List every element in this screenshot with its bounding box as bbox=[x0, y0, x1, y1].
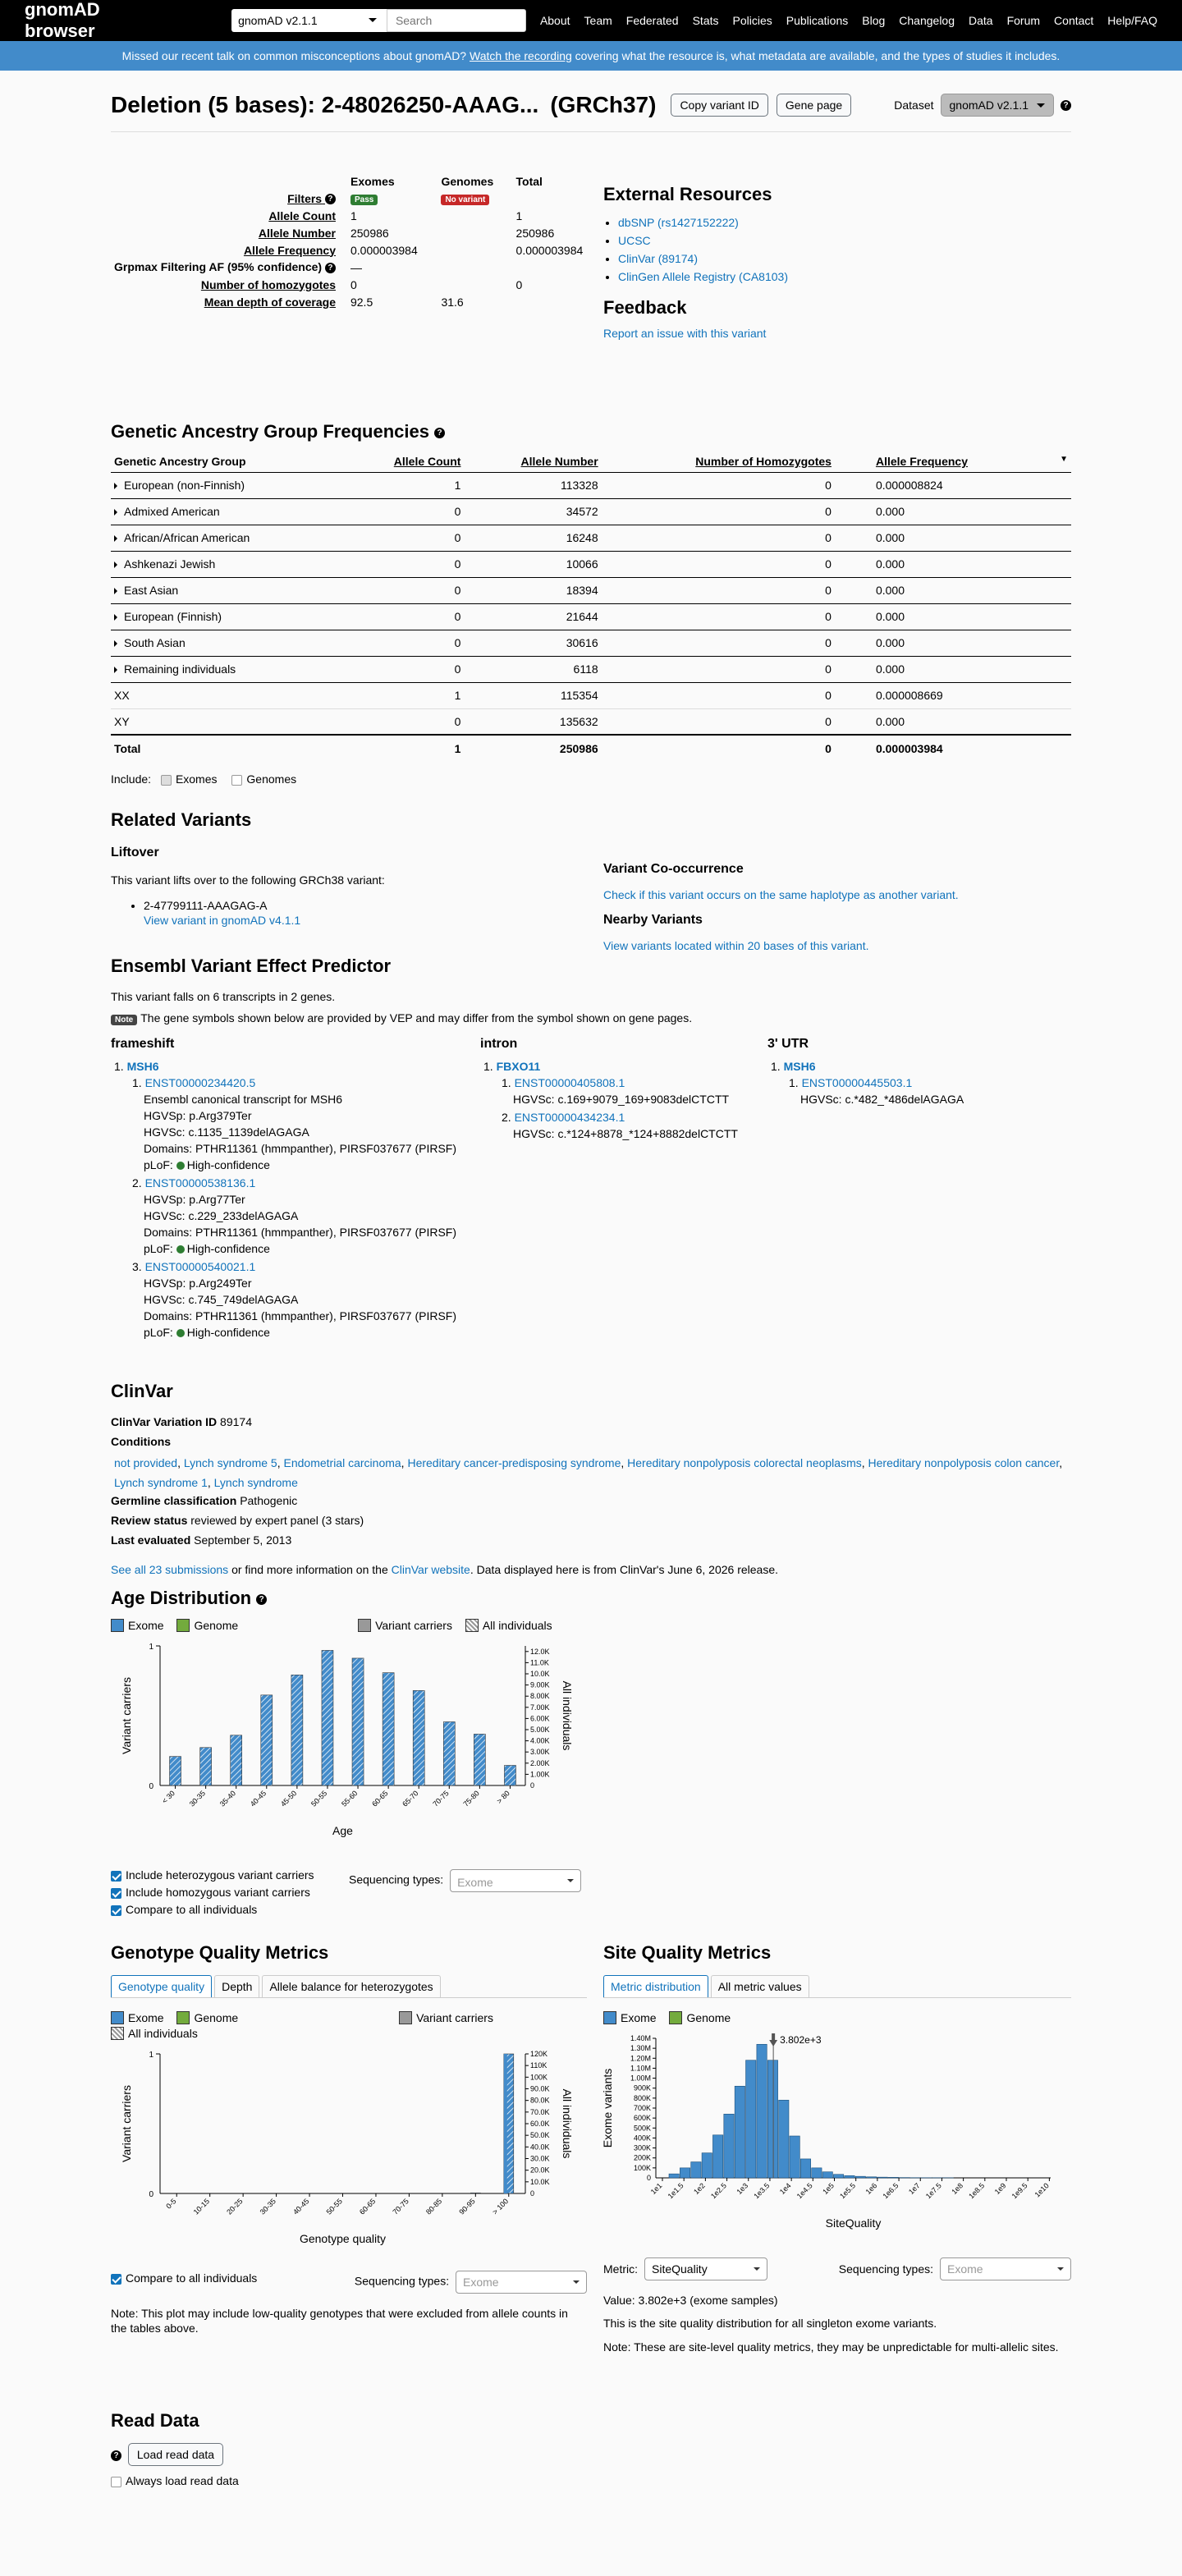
x-tick-label: 1e9 bbox=[993, 2181, 1008, 2196]
x-tick-label: 1e10 bbox=[1033, 2181, 1051, 2198]
external-link[interactable]: UCSC bbox=[618, 234, 651, 247]
logo[interactable]: gnomAD browser bbox=[25, 0, 174, 42]
related-variants: Related Variants Liftover This variant lifts over to the following GRCh38 variant: • 2-47799111-AAAGAG-A View variant in gnomAD v4.1.1 Variant Co-occurrence Check if this variant occurs on the same haplotype as another variant. Nearby Variants View variants located within 20 bases of this variant. bbox=[111, 809, 1071, 831]
y-tick-label: 1.30M bbox=[630, 2044, 651, 2052]
ancestry-row[interactable]: African/African American 0 16248 0 0.000 bbox=[111, 525, 1071, 551]
y-tick-label: 400K bbox=[634, 2134, 651, 2142]
vep-utr-column: 3' UTR 1. MSH6 1. ENST00000445503.1 HGVSc: c.*482_*486delAGAGA bbox=[767, 1037, 1071, 1107]
sq-genome-swatch bbox=[669, 2011, 682, 2024]
include-filters: Include: Exomes Genomes bbox=[111, 772, 1071, 786]
x-tick-label: < 30 bbox=[160, 1789, 176, 1805]
y2-tick-label: 7.00K bbox=[530, 1703, 550, 1712]
external-link[interactable]: ClinVar (89174) bbox=[618, 252, 698, 265]
announcement-banner: Missed our recent talk on common misconceptions about gnomAD? Watch the recording covering what the resource is, what metadata are available, and the types of studies it includes. bbox=[0, 41, 1182, 71]
help-icon[interactable]: ? bbox=[1061, 100, 1071, 111]
condition-link[interactable]: Hereditary nonpolyposis colorectal neoplasms bbox=[627, 1456, 862, 1469]
x-tick-label: 35-40 bbox=[218, 1789, 237, 1808]
y2-tick-label: 9.00K bbox=[530, 1681, 550, 1689]
site-quality-section: Site Quality Metrics Metric distribution All metric values Exome Genome 100K 200K 300K 400K 500K 600K 700K 800K 900K 1.00M 1.10M 1.20M 1.30M 1.40M 0 Exome variants 1e1 1e1.5 1e2 1e2.5 1e3 1e3.5 1e4 1e4.5 1e5 1e5.5 1e6 1e6.5 1e7 1e7.5 1e8 1e8.5 1e9 1e9.5 1e10 3.802e+3 SiteQuality Metric: SiteQuality Sequencing types: Exome Value: 3.802e+3 (exome samples) This is the site quality distribution for all singleton exome variants. Note: These are site-level quality metrics, they may be unpredictable for multi-allelic sites. bbox=[603, 1942, 1071, 2354]
gq-all-swatch bbox=[111, 2027, 124, 2040]
x-tick-label: 1e6 bbox=[864, 2181, 879, 2196]
y-tick-label: 0 bbox=[149, 2190, 153, 2199]
x-tick-label: 50-55 bbox=[309, 1789, 328, 1808]
x-tick-label: 45-50 bbox=[279, 1789, 298, 1808]
gq-exome-swatch bbox=[111, 2011, 124, 2024]
ancestry-row[interactable]: European (non-Finnish) 1 113328 0 0.000008824 bbox=[111, 472, 1071, 498]
tab-depth[interactable]: Depth bbox=[214, 1975, 259, 1997]
all-individuals-bar bbox=[322, 1650, 333, 1785]
y-tick-label: 1.20M bbox=[630, 2054, 651, 2062]
transcript-link[interactable]: ENST00000538136.1 bbox=[145, 1176, 256, 1189]
x-tick-label: 60-65 bbox=[370, 1789, 389, 1808]
site-quality-bar bbox=[867, 2177, 877, 2178]
site-quality-bar bbox=[888, 2177, 898, 2178]
site-quality-bar bbox=[833, 2175, 843, 2178]
high-confidence-dot-icon bbox=[176, 1329, 185, 1337]
nav-stats[interactable]: Stats bbox=[693, 14, 719, 27]
condition-link[interactable]: not provided bbox=[114, 1456, 177, 1469]
watch-recording-link[interactable]: Watch the recording bbox=[470, 49, 572, 62]
load-read-data-button[interactable]: Load read data bbox=[128, 2443, 223, 2466]
all-individuals-bar bbox=[291, 1675, 303, 1785]
carriers-swatch bbox=[358, 1619, 371, 1632]
transcript-link[interactable]: ENST00000234420.5 bbox=[145, 1076, 256, 1089]
report-issue-link[interactable]: Report an issue with this variant bbox=[603, 327, 1071, 340]
include-het-checkbox[interactable] bbox=[111, 1871, 121, 1882]
genome-filter-badge: No variant bbox=[441, 195, 489, 205]
y2-tick-label: 4.00K bbox=[530, 1737, 550, 1745]
y-tick-label: 700K bbox=[634, 2104, 651, 2112]
condition-link[interactable]: Lynch syndrome 5 bbox=[184, 1456, 277, 1469]
expand-icon[interactable] bbox=[114, 483, 121, 489]
genotype-quality-section: Genotype Quality Metrics Genotype quality Depth Allele balance for heterozygotes Exome Genome Variant carriers All individuals 1 0 Variant carriers All individuals 10.0K 20.0K 30.0K 40.0K 50.0K 60.0K 70.0K 80.0K 90.0K 100K 110K 120K 0 0-5 10-15 20-25 30-35 40-45 50-55 60-65 70-75 80-85 90-95 > 100 Genotype quality Compare to all individuals Sequencing types: Exome Note: This plot may include low-quality genotypes that were excluded from allele counts in the tables above. bbox=[111, 1942, 587, 2335]
site-quality-bar bbox=[735, 2086, 744, 2178]
condition-link[interactable]: Lynch syndrome 1 bbox=[114, 1476, 208, 1489]
site-quality-bar bbox=[702, 2153, 712, 2178]
read-data-section: Read Data ? Load read data Always load read data bbox=[111, 2410, 603, 2487]
nav-policies[interactable]: Policies bbox=[733, 14, 772, 27]
condition-link[interactable]: Hereditary cancer-predisposing syndrome bbox=[407, 1456, 621, 1469]
y2-tick-label: 0 bbox=[530, 2189, 534, 2198]
ancestry-row[interactable]: East Asian 0 18394 0 0.000 bbox=[111, 577, 1071, 603]
x-axis-label: SiteQuality bbox=[826, 2216, 882, 2230]
all-individuals-bar bbox=[231, 1735, 242, 1785]
all-individuals-bar bbox=[413, 1690, 424, 1785]
y-axis-label: Variant carriers bbox=[120, 1677, 133, 1754]
sort-desc-icon: ▼ bbox=[1060, 455, 1068, 464]
x-tick-label: 1e2 bbox=[692, 2181, 707, 2196]
read-help-icon[interactable]: ? bbox=[111, 2450, 121, 2461]
site-quality-bar bbox=[680, 2168, 690, 2178]
age-section: Age Distribution ? Exome Genome Variant carriers All individuals 1 0 Variant carriers All individuals 1.00K 2.00K 3.00K 4.00K 5.00K 6.00K 7.00K 8.00K 9.00K 10.0K 11.0K 12.0K 0 < 30 30-35 35-40 40-45 45-50 50-55 55-60 60-65 65-70 70-75 75-80 > 80 Age Include heterozygous variant carriers Include homozygous variant carriers Sequencing types: Exome Compare to all individuals bbox=[111, 1588, 603, 1918]
gq-tabs bbox=[111, 1975, 587, 1998]
x-tick-label: 10-15 bbox=[192, 2197, 211, 2216]
transcript: 2. ENST00000538136.1 HGVSp: p.Arg77Ter HGVSc: c.229_233delAGAGA Domains: PTHR11361 (hmmpanther), PIRSF037677 (PIRSF) pLoF: High-confidence bbox=[144, 1175, 472, 1257]
site-quality-bar bbox=[812, 2168, 822, 2178]
x-tick-label: 1e3.5 bbox=[752, 2181, 771, 2200]
vep-frameshift-column: frameshift 1. MSH6 1. ENST00000234420.5 Ensembl canonical transcript for MSH6 HGVSp: p.Arg379Ter HGVSc: c.1135_1139delAGAGA Domains: PTHR11361 (hmmpanther), PIRSF037677 (PIRSF) pLoF: High-confidence 2. ENST00000538136.1 HGVSp: p.Arg77Ter HGVSc: c.229_233delAGAGA Domains: PTHR11361 (hmmpanther), PIRSF037677 (PIRSF) pLoF: High-confidence 3. ENST00000540021.1 HGVSp: p.Arg249Ter HGVSc: c.745_749delAGAGA Domains: PTHR11361 (hmmpanther), PIRSF037677 (PIRSF) pLoF: High-confidence bbox=[111, 1037, 472, 1341]
value-marker-label: 3.802e+3 bbox=[780, 2034, 822, 2046]
y2-tick-label: 40.0K bbox=[530, 2143, 550, 2151]
site-quality-bar bbox=[877, 2177, 887, 2178]
y-tick-label: 500K bbox=[634, 2124, 651, 2132]
carrier-bar bbox=[504, 2054, 507, 2193]
x-tick-label: 1e9.5 bbox=[1010, 2181, 1029, 2200]
freq-row: Mean depth of coverage 92.5 31.6 bbox=[111, 293, 603, 310]
gq-compare-checkbox[interactable] bbox=[111, 2274, 121, 2285]
y2-tick-label: 12.0K bbox=[530, 1648, 550, 1656]
all-individuals-swatch bbox=[465, 1619, 479, 1632]
nearby-variants-link[interactable]: View variants located within 20 bases of this variant. bbox=[603, 939, 1063, 952]
x-tick-label: 1e5.5 bbox=[838, 2181, 857, 2200]
sq-exome-swatch bbox=[603, 2011, 616, 2024]
nav-federated[interactable]: Federated bbox=[626, 14, 679, 27]
site-quality-bar bbox=[746, 2060, 756, 2178]
x-tick-label: 1e4.5 bbox=[795, 2181, 814, 2200]
y-tick-label: 0 bbox=[647, 2174, 651, 2182]
x-tick-label: 1e1 bbox=[649, 2181, 664, 2196]
transcript: 1. ENST00000234420.5 Ensembl canonical transcript for MSH6 HGVSp: p.Arg379Ter HGVSc: c.1135_1139delAGAGA Domains: PTHR11361 (hmmpanther), PIRSF037677 (PIRSF) pLoF: High-confidence bbox=[144, 1075, 472, 1173]
grpmax-help-icon[interactable]: ? bbox=[325, 263, 336, 273]
y2-tick-label: 120K bbox=[530, 2050, 547, 2058]
always-load-checkbox[interactable] bbox=[111, 2477, 121, 2487]
ancestry-header[interactable]: Allele Count bbox=[344, 451, 465, 472]
frequency-summary: Exomes Genomes Total Filters ? Pass No variant Allele Count 1 1 Allele Number 250986 250986 Allele Frequency 0.000003984 0.000003984 Grpmax Filtering AF (95% confidence) ? — Number of homozygotes 0 0 Mean depth of coverage 92.5 31.6 bbox=[111, 172, 603, 310]
high-confidence-dot-icon bbox=[176, 1162, 185, 1170]
all-individuals-bar bbox=[443, 1721, 455, 1785]
nav-forum[interactable]: Forum bbox=[1007, 14, 1040, 27]
ancestry-row[interactable]: European (Finnish) 0 21644 0 0.000 bbox=[111, 603, 1071, 630]
high-confidence-dot-icon bbox=[176, 1245, 185, 1254]
metric-select[interactable]: SiteQuality bbox=[644, 2257, 767, 2280]
age-compare-checkbox[interactable] bbox=[111, 1905, 121, 1916]
clinvar-id: 89174 bbox=[220, 1415, 252, 1428]
transcript: 3. ENST00000540021.1 HGVSp: p.Arg249Ter HGVSc: c.745_749delAGAGA Domains: PTHR11361 (hmmpanther), PIRSF037677 (PIRSF) pLoF: High-confidence bbox=[144, 1258, 472, 1341]
y2-tick-label: 60.0K bbox=[530, 2120, 550, 2128]
y-tick-label: 0 bbox=[149, 1782, 153, 1791]
x-tick-label: 55-60 bbox=[340, 1789, 359, 1808]
x-tick-label: 70-75 bbox=[431, 1789, 450, 1808]
nav-publications[interactable]: Publications bbox=[786, 14, 849, 27]
y-tick-label: 300K bbox=[634, 2144, 651, 2152]
x-axis-label: Genotype quality bbox=[300, 2232, 386, 2245]
age-help-icon[interactable]: ? bbox=[256, 1594, 267, 1605]
y-tick-label: 1.00M bbox=[630, 2074, 651, 2083]
y2-tick-label: 1.00K bbox=[530, 1770, 550, 1778]
x-tick-label: 1e6.5 bbox=[881, 2181, 900, 2200]
nav-links bbox=[526, 14, 1157, 27]
x-tick-label: 1e7 bbox=[907, 2181, 922, 2196]
y2-tick-label: 70.0K bbox=[530, 2108, 550, 2116]
x-tick-label: 1e4 bbox=[778, 2181, 793, 2196]
all-individuals-bar bbox=[383, 1673, 394, 1785]
transcript-link[interactable]: ENST00000405808.1 bbox=[515, 1076, 625, 1089]
x-tick-label: 1e7.5 bbox=[924, 2181, 943, 2200]
expand-icon[interactable] bbox=[114, 640, 121, 647]
y2-tick-label: 0 bbox=[530, 1781, 534, 1790]
gq-carriers-swatch bbox=[399, 2011, 412, 2024]
expand-icon[interactable] bbox=[114, 588, 121, 594]
ancestry-row[interactable]: Ashkenazi Jewish 0 10066 0 0.000 bbox=[111, 551, 1071, 577]
nav-changelog[interactable]: Changelog bbox=[899, 14, 955, 27]
genotype-quality-chart bbox=[111, 2046, 587, 2267]
x-tick-label: 1e8.5 bbox=[967, 2181, 986, 2200]
y2-tick-label: 2.00K bbox=[530, 1759, 550, 1767]
site-quality-bar bbox=[757, 2044, 767, 2178]
site-quality-bar bbox=[724, 2114, 734, 2178]
y-tick-label: 600K bbox=[634, 2114, 651, 2122]
y2-tick-label: 90.0K bbox=[530, 2085, 550, 2093]
y-axis-label: Exome variants bbox=[601, 2069, 614, 2147]
clinvar-website-link[interactable]: ClinVar website bbox=[392, 1563, 470, 1576]
x-tick-label: > 100 bbox=[491, 2197, 510, 2216]
value-marker-icon bbox=[769, 2040, 777, 2047]
y-tick-label: 1 bbox=[149, 2051, 153, 2060]
y-tick-label: 1.10M bbox=[630, 2064, 651, 2072]
dataset-select[interactable]: gnomAD v2.1.1 bbox=[231, 9, 387, 32]
vep-intron-column: intron 1. FBXO11 1. ENST00000405808.1 HGVSc: c.169+9079_169+9083delCTCTT 2. ENST00000434234.1 HGVSc: c.*124+8878_*124+8882delCTCTT bbox=[480, 1037, 759, 1142]
expand-icon[interactable] bbox=[114, 667, 121, 673]
y2-tick-label: 8.00K bbox=[530, 1692, 550, 1700]
transcript: 2. ENST00000434234.1 HGVSc: c.*124+8878_*124+8882delCTCTT bbox=[513, 1109, 759, 1142]
x-tick-label: 70-75 bbox=[391, 2197, 410, 2216]
genome-build: (GRCh37) bbox=[550, 92, 656, 118]
x-axis-label: Age bbox=[332, 1824, 353, 1837]
y2-tick-label: 10.0K bbox=[530, 1670, 550, 1678]
x-tick-label: 1e3 bbox=[735, 2181, 749, 2196]
y2-tick-label: 110K bbox=[530, 2061, 547, 2070]
y2-tick-label: 3.00K bbox=[530, 1748, 550, 1756]
site-quality-bar bbox=[845, 2175, 854, 2178]
external-link[interactable]: ClinGen Allele Registry (CA8103) bbox=[618, 270, 788, 283]
include-exomes-checkbox[interactable] bbox=[161, 775, 172, 786]
y2-tick-label: 50.0K bbox=[530, 2131, 550, 2139]
age-chart bbox=[111, 1638, 587, 1859]
site-quality-bar bbox=[712, 2135, 722, 2178]
genome-swatch bbox=[176, 1619, 190, 1632]
expand-icon[interactable] bbox=[114, 614, 121, 621]
sq-sequencing-select[interactable]: Exome bbox=[940, 2257, 1071, 2280]
gene-link[interactable]: MSH6 bbox=[784, 1060, 816, 1073]
total-row: Total 1 250986 0 0.000003984 bbox=[111, 735, 1071, 761]
freq-row: Number of homozygotes 0 0 bbox=[111, 276, 603, 293]
ancestry-header: Genetic Ancestry Group bbox=[111, 451, 344, 472]
page-header bbox=[111, 89, 1071, 132]
y2-axis-label: All individuals bbox=[561, 1681, 574, 1751]
y-axis-label: Variant carriers bbox=[120, 2085, 133, 2162]
dataset-label: Dataset bbox=[894, 99, 933, 112]
tab-genotype-quality[interactable]: Genotype quality bbox=[111, 1975, 212, 1997]
ancestry-title: Genetic Ancestry Group Frequencies ? bbox=[111, 421, 1071, 442]
nav-team[interactable]: Team bbox=[584, 14, 612, 27]
search-input[interactable] bbox=[387, 9, 526, 32]
x-tick-label: 20-25 bbox=[225, 2197, 244, 2216]
ancestry-row[interactable]: South Asian 0 30616 0 0.000 bbox=[111, 630, 1071, 656]
site-quality-chart bbox=[603, 2030, 1071, 2252]
y-tick-label: 200K bbox=[634, 2154, 651, 2162]
all-individuals-bar bbox=[352, 1658, 364, 1785]
site-quality-bar bbox=[691, 2162, 701, 2178]
external-link[interactable]: dbSNP (rs1427152222) bbox=[618, 216, 739, 229]
y2-tick-label: 5.00K bbox=[530, 1726, 550, 1734]
sq-tabs bbox=[603, 1975, 1071, 1998]
freq-row: Allele Number 250986 250986 bbox=[111, 224, 603, 241]
transcript: 1. ENST00000405808.1 HGVSc: c.169+9079_169+9083delCTCTT bbox=[513, 1075, 759, 1107]
expand-icon[interactable] bbox=[114, 561, 121, 568]
y2-axis-label: All individuals bbox=[561, 2089, 574, 2159]
nav-helpfaq[interactable]: Help/FAQ bbox=[1107, 14, 1157, 27]
top-navbar bbox=[0, 0, 1182, 41]
freq-row: Grpmax Filtering AF (95% confidence) ? — bbox=[111, 259, 603, 276]
include-genomes-checkbox[interactable] bbox=[231, 775, 242, 786]
gene-page-button[interactable]: Gene page bbox=[777, 94, 851, 117]
x-tick-label: 30-35 bbox=[259, 2197, 277, 2216]
x-tick-label: 75-80 bbox=[461, 1789, 480, 1808]
ancestry-table bbox=[111, 451, 1071, 761]
x-tick-label: 40-45 bbox=[291, 2197, 310, 2216]
condition-link[interactable]: Endometrial carcinoma bbox=[284, 1456, 401, 1469]
clinvar-section: ClinVar ClinVar Variation ID 89174 Conditions not provided, Lynch syndrome 5, Endometrial carcinoma, Hereditary cancer-predisposing syndrome, Hereditary nonpolyposis colorectal neoplasms, Hereditary nonpolyposis colon cancer, Lynch syndrome 1, Lynch syndrome Germline classification Pathogenic Review status reviewed by expert panel (3 stars) Last evaluated September 5, 2013 See all 23 submissions or find more information on the ClinVar website. Data displayed here is from ClinVar's June 6, 2026 release. bbox=[111, 1381, 1071, 1576]
site-quality-bar bbox=[779, 2100, 789, 2178]
y-tick-label: 900K bbox=[634, 2084, 651, 2092]
ancestry-row[interactable]: Admixed American 0 34572 0 0.000 bbox=[111, 498, 1071, 525]
y-tick-label: 800K bbox=[634, 2094, 651, 2102]
dataset-picker[interactable]: gnomAD v2.1.1 bbox=[941, 94, 1055, 117]
ancestry-section bbox=[111, 421, 1071, 786]
x-tick-label: 0-5 bbox=[164, 2197, 177, 2210]
ancestry-header[interactable]: Allele Number bbox=[464, 451, 601, 472]
ancestry-header[interactable]: Number of Homozygotes bbox=[602, 451, 835, 472]
age-sequencing-select[interactable]: Exome bbox=[450, 1869, 581, 1892]
x-tick-label: 90-95 bbox=[457, 2197, 476, 2216]
all-individuals-bar bbox=[200, 1748, 212, 1785]
x-tick-label: 1e2.5 bbox=[709, 2181, 728, 2200]
transcript-link[interactable]: ENST00000434234.1 bbox=[515, 1111, 625, 1124]
expand-icon[interactable] bbox=[114, 535, 121, 542]
liftover-variant: • 2-47799111-AAAGAG-A View variant in gnomAD v4.1.1 bbox=[144, 898, 570, 928]
exome-filter-badge: Pass bbox=[350, 195, 378, 205]
gene-link[interactable]: FBXO11 bbox=[497, 1060, 541, 1073]
freq-row: Allele Count 1 1 bbox=[111, 207, 603, 224]
view-liftover-link[interactable]: View variant in gnomAD v4.1.1 bbox=[144, 914, 300, 927]
x-tick-label: 80-85 bbox=[424, 2197, 443, 2216]
all-individuals-bar bbox=[504, 1766, 515, 1785]
gq-genome-swatch bbox=[176, 2011, 190, 2024]
y2-tick-label: 30.0K bbox=[530, 2155, 550, 2163]
sex-row: XY 0 135632 0 0.000 bbox=[111, 708, 1071, 735]
tab-metric-distribution[interactable]: Metric distribution bbox=[603, 1975, 708, 1997]
x-tick-label: 40-45 bbox=[249, 1789, 268, 1808]
nav-blog[interactable]: Blog bbox=[862, 14, 885, 27]
transcript-link[interactable]: ENST00000445503.1 bbox=[802, 1076, 913, 1089]
all-submissions-link[interactable]: See all 23 submissions bbox=[111, 1563, 228, 1576]
y-tick-label: 100K bbox=[634, 2164, 651, 2172]
x-tick-label: 1e1.5 bbox=[667, 2181, 685, 2200]
y2-tick-label: 6.00K bbox=[530, 1714, 550, 1722]
site-quality-bar bbox=[767, 2060, 777, 2178]
page-title: Deletion (5 bases): 2-48026250-AAAG... bbox=[111, 92, 538, 118]
ancestry-header[interactable]: Allele Frequency ▼ bbox=[835, 451, 1071, 472]
gq-sequencing-select[interactable]: Exome bbox=[456, 2271, 587, 2294]
x-tick-label: 30-35 bbox=[188, 1789, 207, 1808]
nav-data[interactable]: Data bbox=[969, 14, 993, 27]
copy-variant-id-button[interactable]: Copy variant ID bbox=[671, 94, 767, 117]
x-tick-label: 1e5 bbox=[821, 2181, 836, 2196]
y2-tick-label: 11.0K bbox=[530, 1658, 549, 1666]
y2-tick-label: 100K bbox=[530, 2073, 547, 2081]
ancestry-help-icon[interactable]: ? bbox=[434, 428, 445, 438]
tab-all-metric-values[interactable]: All metric values bbox=[711, 1975, 809, 1997]
y2-tick-label: 80.0K bbox=[530, 2097, 550, 2105]
x-tick-label: 60-65 bbox=[358, 2197, 377, 2216]
vep-section: Ensembl Variant Effect Predictor This variant falls on 6 transcripts in 2 genes. Note The gene symbols shown below are provided by VEP and may differ from the symbol shown on gene pages. frameshift 1. MSH6 1. ENST00000234420.5 Ensembl canonical transcript for MSH6 HGVSp: p.Arg379Ter HGVSc: c.1135_1139delAGAGA Domains: PTHR11361 (hmmpanther), PIRSF037677 (PIRSF) pLoF: High-confidence 2. ENST00000538136.1 HGVSp: p.Arg77Ter HGVSc: c.229_233delAGAGA Domains: PTHR11361 (hmmpanther), PIRSF037677 (PIRSF) pLoF: High-confidence 3. ENST00000540021.1 HGVSp: p.Arg249Ter HGVSc: c.745_749delAGAGA Domains: PTHR11361 (hmmpanther), PIRSF037677 (PIRSF) pLoF: High-confidence intron 1. FBXO11 1. ENST00000405808.1 HGVSc: c.169+9079_169+9083delCTCTT 2. ENST00000434234.1 HGVSc: c.*124+8878_*124+8882delCTCTT 3' UTR 1. MSH6 1. ENST00000445503.1 HGVSc: c.*482_*486delAGAGA bbox=[111, 956, 1071, 1349]
y2-tick-label: 20.0K bbox=[530, 2166, 550, 2175]
condition-link[interactable]: Hereditary nonpolyposis colon cancer bbox=[868, 1456, 1060, 1469]
y-tick-label: 1 bbox=[149, 1643, 153, 1652]
site-quality-bar bbox=[790, 2136, 799, 2178]
x-tick-label: 65-70 bbox=[401, 1789, 419, 1808]
expand-icon[interactable] bbox=[114, 509, 121, 516]
cooccurrence-link[interactable]: Check if this variant occurs on the same haplotype as another variant. bbox=[603, 888, 1063, 901]
x-tick-label: 50-55 bbox=[325, 2197, 344, 2216]
site-quality-bar bbox=[822, 2172, 832, 2178]
ancestry-row[interactable]: Remaining individuals 0 6118 0 0.000 bbox=[111, 656, 1071, 682]
sex-row: XX 1 115354 0 0.000008669 bbox=[111, 682, 1071, 708]
transcript: 1. ENST00000445503.1 HGVSc: c.*482_*486delAGAGA bbox=[800, 1075, 1071, 1107]
all-individuals-bar bbox=[170, 1757, 181, 1785]
y2-tick-label: 10.0K bbox=[530, 2178, 550, 2186]
site-quality-bar bbox=[800, 2159, 810, 2178]
x-tick-label: > 80 bbox=[495, 1789, 511, 1805]
all-individuals-bar bbox=[474, 1734, 485, 1785]
conditions-list: not provided, Lynch syndrome 5, Endometrial carcinoma, Hereditary cancer-predisposing syndrome, Hereditary nonpolyposis colorectal neoplasms, Hereditary nonpolyposis colon cancer, Lynch syndrome 1, Lynch syndrome bbox=[111, 1453, 1071, 1492]
transcript-link[interactable]: ENST00000540021.1 bbox=[145, 1260, 256, 1273]
external-resources: External Resources • dbSNP (rs1427152222) • UCSC • ClinVar (89174) • ClinGen Allele Registry (CA8103) Feedback Report an issue with this variant bbox=[603, 184, 1071, 340]
exome-swatch bbox=[111, 1619, 124, 1632]
site-quality-bar bbox=[669, 2174, 679, 2178]
x-tick-label: 1e8 bbox=[950, 2181, 964, 2196]
y-tick-label: 1.40M bbox=[630, 2034, 651, 2042]
site-quality-bar bbox=[855, 2176, 865, 2178]
nav-about[interactable]: About bbox=[540, 14, 570, 27]
gene-link[interactable]: MSH6 bbox=[127, 1060, 159, 1073]
all-individuals-bar bbox=[261, 1695, 273, 1785]
include-hom-checkbox[interactable] bbox=[111, 1888, 121, 1899]
filters-help-icon[interactable]: ? bbox=[325, 194, 336, 204]
freq-row: Allele Frequency 0.000003984 0.000003984 bbox=[111, 241, 603, 259]
tab-allele-balance-for-heterozygotes[interactable]: Allele balance for heterozygotes bbox=[262, 1975, 440, 1997]
condition-link[interactable]: Lynch syndrome bbox=[214, 1476, 298, 1489]
nav-contact[interactable]: Contact bbox=[1054, 14, 1093, 27]
